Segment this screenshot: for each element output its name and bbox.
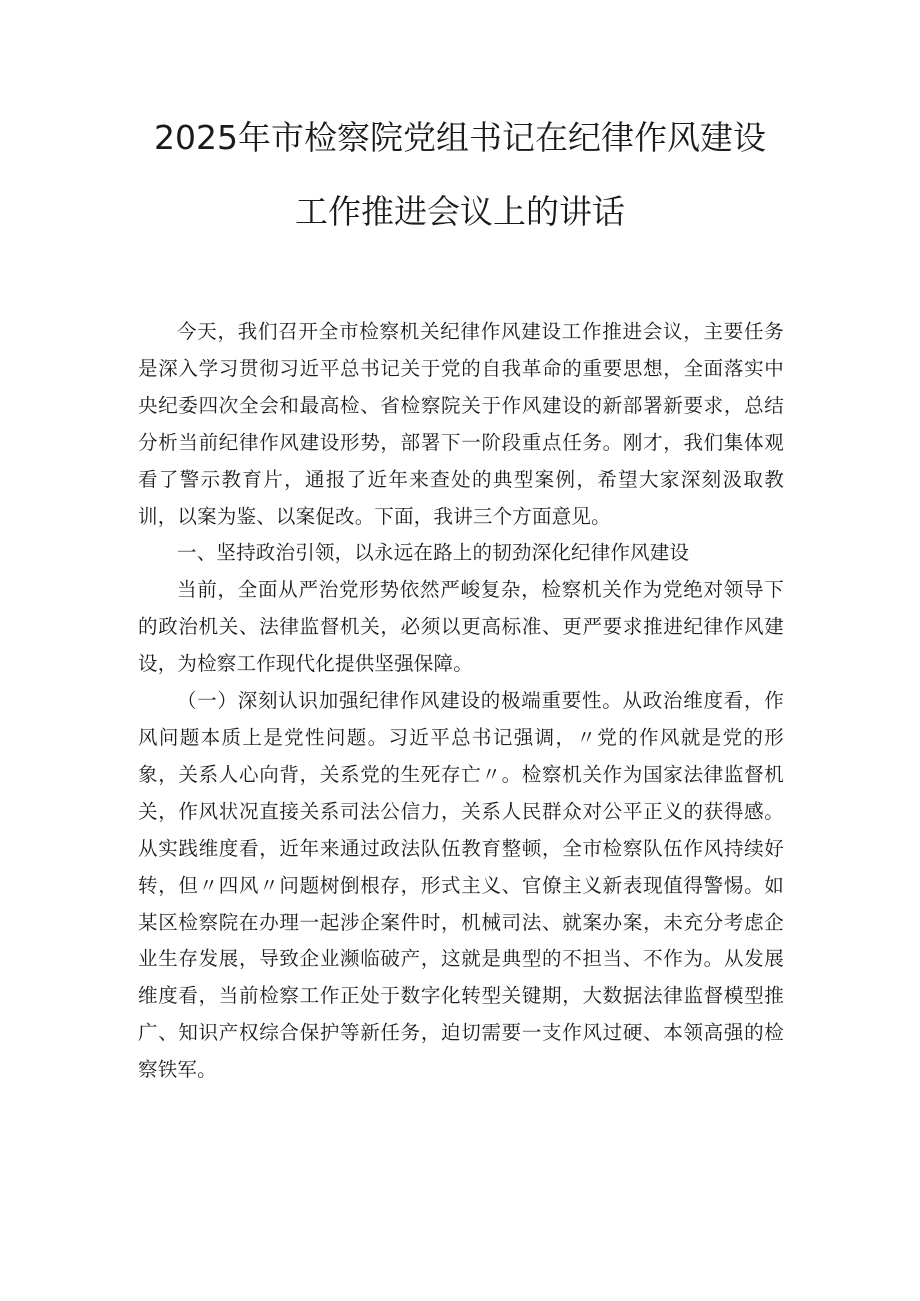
document-title-line-2: 工作推进会议上的讲话 [295,192,625,231]
paragraph-subsection-1: （一）深刻认识加强纪律作风建设的极端重要性。从政治维度看，作风问题本质上是党性问题。习近平总书记强调，〃党的作风就是党的形象，关系人心向背，关系党的生死存亡〃。检察机关作为国家法律监督机关，作风状况直接关系司法公信力，关系人民群众对公平正义的获得感。从实践维度看，近年来通过政法队伍教育整顿，全市检察队伍作风持续好转，但〃四风〃问题树倒根存，形式主义、官僚主义新表现值得警惕。如某区检察院在办理一起涉企案件时，机械司法、就案办案，未充分考虑企业生存发展，导致企业濒临破产，这就是典型的不担当、不作为。从发展维度看，当前检察工作正处于数字化转型关键期，大数据法律监督模型推广、知识产权综合保护等新任务，迫切需要一支作风过硬、本领高强的检察铁军。 [138,689,784,1082]
document-title-line-1: 2025年市检察院党组书记在纪律作风建设 [154,118,766,157]
document-body [138,314,784,1089]
paragraph-opening: 今天，我们召开全市检察机关纪律作风建设工作推进会议，主要任务是深入学习贯彻习近平总书记关于党的自我革命的重要思想，全面落实中央纪委四次全会和最高检、省检察院关于作风建设的新部署新要求，总结分析当前纪律作风建设形势，部署下一阶段重点任务。刚才，我们集体观看了警示教育片，通报了近年来查处的典型案例，希望大家深刻汲取教训，以案为鉴、以案促改。下面，我讲三个方面意见。 [138,320,784,528]
section-heading-1: 一、坚持政治引领，以永远在路上的韧劲深化纪律作风建设 [177,541,690,565]
paragraph-context: 当前，全面从严治党形势依然严峻复杂，检察机关作为党绝对领导下的政治机关、法律监督机关，必须以更高标准、更严要求推进纪律作风建设，为检察工作现代化提供坚强保障。 [138,578,784,676]
